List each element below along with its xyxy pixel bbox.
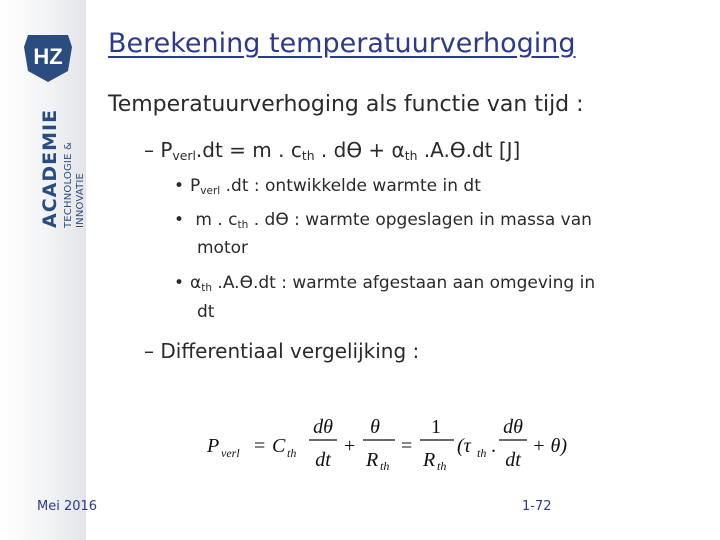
f-frac2-den-sub: th [380, 459, 390, 473]
f-eq2: = [401, 435, 413, 457]
line-temperatuurverhoging: Temperatuurverhoging als functie van tijd : [108, 92, 584, 117]
f-dot: . [491, 435, 496, 457]
eq-sub-verl: verl [172, 148, 196, 163]
brand-sub1: TECHNOLOGIE & [63, 142, 74, 228]
eq-p1: P [160, 138, 173, 162]
bullet-3-pre: α [190, 273, 202, 293]
bullet-1-post: .dt : ontwikkelde warmte in dt [220, 176, 481, 196]
brand-main: ACADEMIE [39, 108, 61, 228]
eq-p2: .dt = m . c [195, 138, 302, 162]
line-energy-balance [144, 138, 520, 163]
eq-p3: . dϴ + α [314, 138, 405, 162]
bullet-2-post: . dϴ : warmte opgeslagen in massa van [248, 210, 592, 230]
footer-date: Mei 2016 [37, 499, 98, 514]
bullet-3-sub: th [201, 282, 213, 294]
bullet-2-sub: th [237, 219, 249, 231]
f-lhs: P [207, 435, 220, 457]
f-frac4-den: dt [505, 449, 521, 471]
bullet-1-sub: verl [200, 185, 221, 197]
f-frac2-den: R [366, 449, 379, 471]
eq-p4: .A.ϴ.dt [J] [417, 138, 521, 162]
brand-vertical [37, 58, 89, 228]
slide-title: Berekening temperatuurverhoging [108, 28, 576, 59]
eq-sub-th: th [301, 148, 315, 163]
f-lhs-sub: verl [221, 446, 240, 460]
f-plus2: + θ) [532, 435, 567, 457]
f-frac3-num: 1 [431, 416, 441, 438]
f-eq: = [254, 435, 266, 457]
sidebar [0, 0, 86, 540]
f-frac4-num: dθ [503, 416, 523, 438]
bullet-2-cont: motor [197, 238, 249, 258]
bullet-2 [174, 210, 592, 231]
bullet-dot-icon: • [174, 210, 185, 230]
line-differentiaal: – Differentiaal vergelijking : [144, 339, 420, 363]
f-frac3-den: R [423, 449, 436, 471]
dash: – [144, 138, 154, 162]
bullet-3-post: .A.ϴ.dt : warmte afgestaan aan omgeving in [212, 273, 596, 293]
f-paren-open: (τ [457, 435, 471, 457]
f-tau-sub: th [477, 446, 487, 460]
differential-equation [205, 408, 585, 483]
f-frac1-den: dt [315, 449, 331, 471]
bullet-2-pre: m . c [190, 210, 238, 230]
bullet-1 [174, 176, 481, 197]
f-c: C [272, 435, 286, 457]
brand-sub2: INNOVATIE [75, 172, 86, 228]
f-frac3-den-sub: th [437, 459, 447, 473]
bullet-1-pre: P [190, 176, 201, 196]
bullet-dot-icon: • [174, 176, 185, 196]
bullet-3 [174, 273, 595, 294]
logo-text: HZ [33, 44, 63, 69]
f-c-sub: th [287, 446, 297, 460]
f-plus1: + [344, 435, 356, 457]
bullet-dot-icon: • [174, 273, 185, 293]
footer-page-number: 1-72 [522, 499, 552, 514]
f-frac2-num: θ [370, 416, 380, 438]
f-frac1-num: dθ [313, 416, 333, 438]
eq-sub-th2: th [404, 148, 418, 163]
bullet-3-cont: dt [197, 302, 215, 322]
